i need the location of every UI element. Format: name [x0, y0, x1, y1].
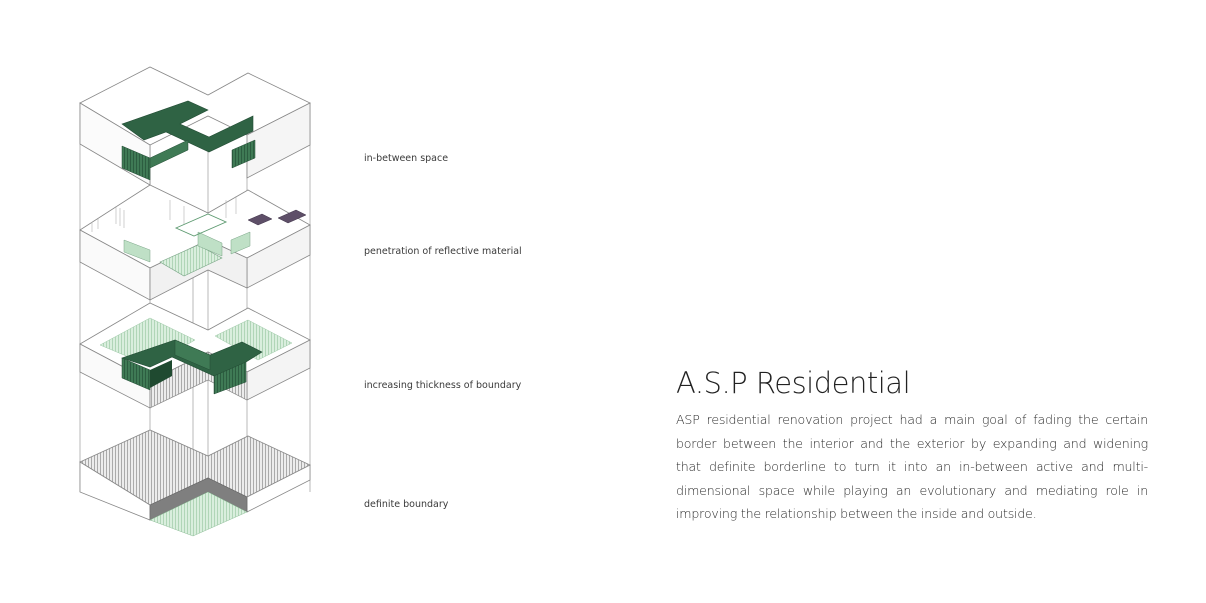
project-description: ASP residential renovation project had a main goal of fading the certain border between the interior and the exterior by expanding and widening that definite borderline to turn it into an in-between active and multi-dimensional space while playing an evolutionary and mediating role in improving the relationship between the inside and outside.	[676, 412, 1148, 522]
layer-label-in-between-space: in-between space	[364, 153, 449, 164]
layer-increasing-thickness	[80, 303, 310, 408]
project-title: A.S.P Residential	[676, 366, 911, 400]
layer-definite-boundary	[80, 430, 310, 536]
layer-label-definite-boundary: definite boundary	[364, 499, 449, 510]
layer-in-between-space	[80, 67, 310, 185]
layer-label-increasing-thickness: increasing thickness of boundary	[364, 380, 522, 391]
layer-penetration-reflective	[80, 185, 310, 300]
layer-label-penetration-reflective: penetration of reflective material	[364, 246, 522, 257]
